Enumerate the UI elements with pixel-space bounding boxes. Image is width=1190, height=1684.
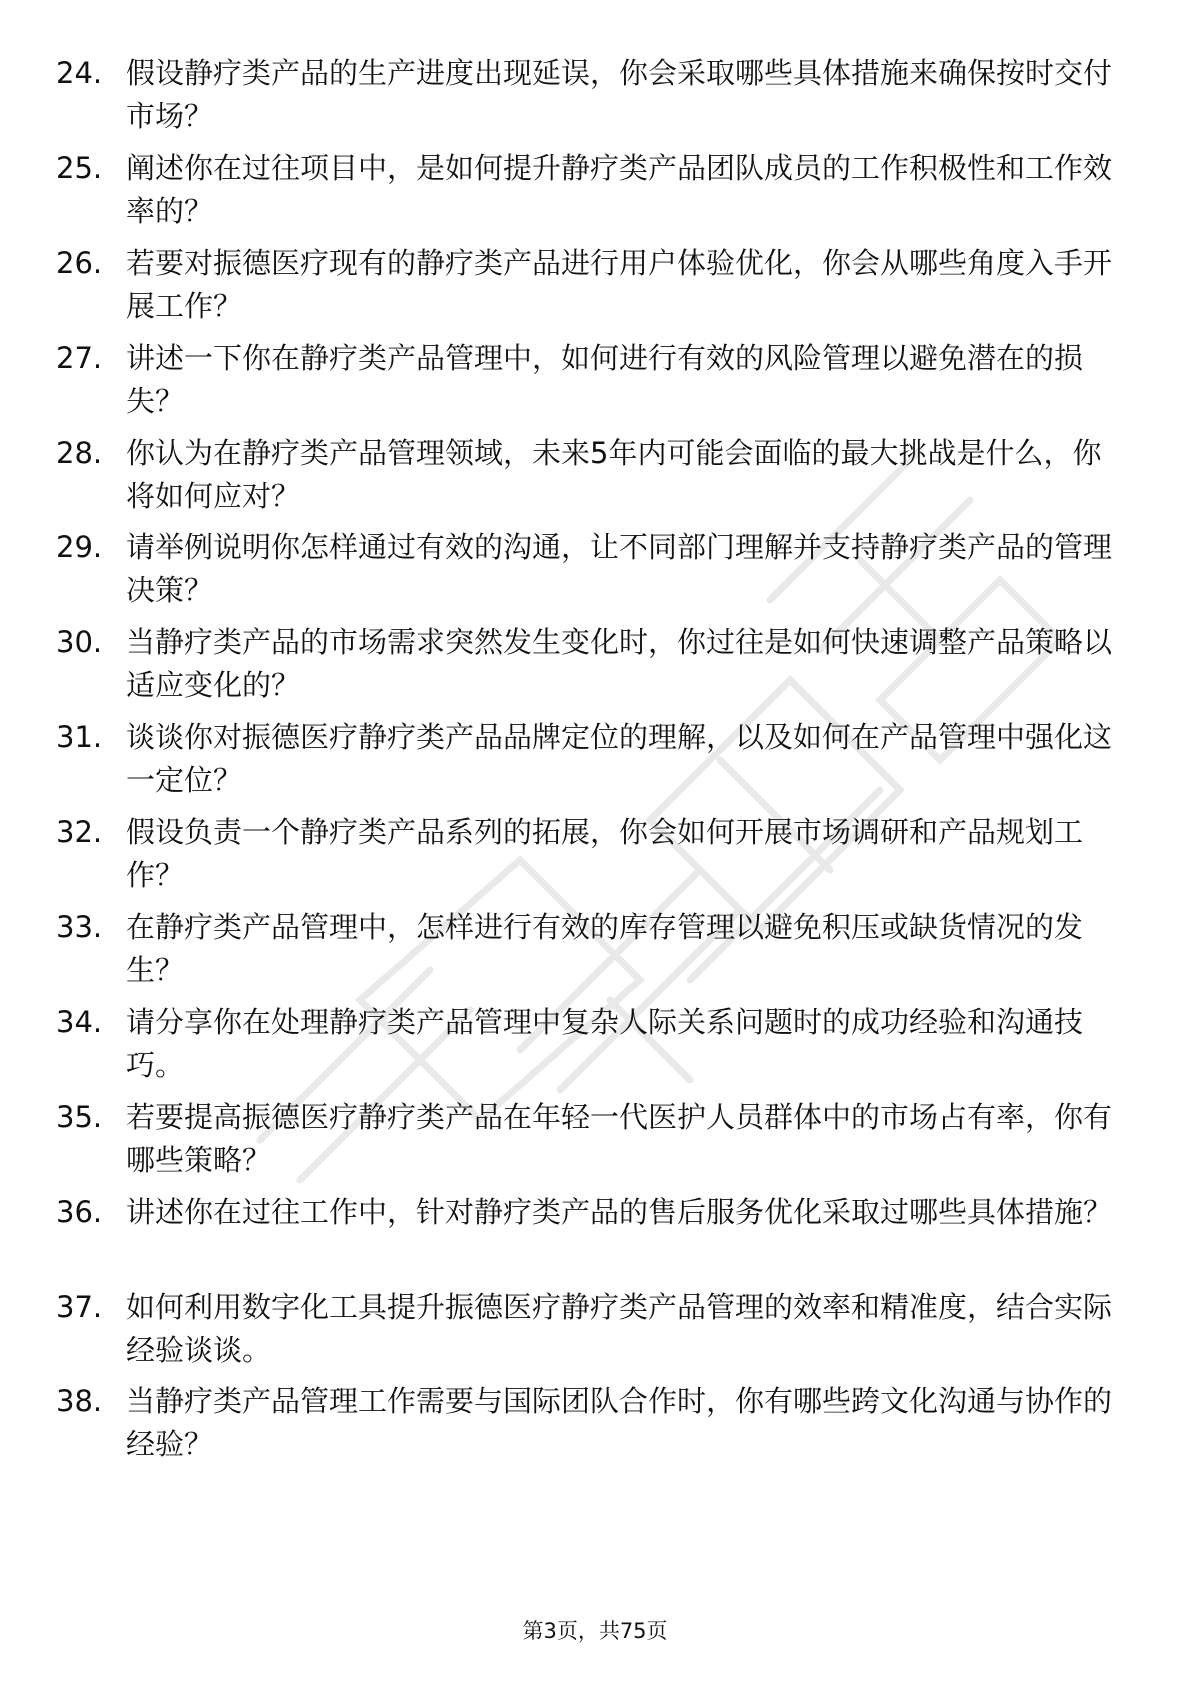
question-text: 在静疗类产品管理中，怎样进行有效的库存管理以避免积压或缺货情况的发生？ [126, 910, 1084, 988]
question-item [56, 337, 1136, 432]
page-footer: 第3页，共75页 [522, 1619, 668, 1643]
question-item [56, 906, 1136, 1001]
question-item [56, 716, 1136, 811]
question-number: 25. [56, 150, 103, 185]
question-number: 28. [56, 435, 103, 470]
question-number: 27. [56, 340, 103, 375]
question-number: 36. [56, 1194, 103, 1229]
question-number: 34. [56, 1004, 103, 1039]
question-number: 37. [56, 1289, 103, 1324]
question-item [56, 1001, 1136, 1096]
question-text: 假设负责一个静疗类产品系列的拓展，你会如何开展市场调研和产品规划工作？ [126, 815, 1084, 893]
question-text: 当静疗类产品管理工作需要与国际团队合作时，你有哪些跨文化沟通与协作的经验？ [126, 1384, 1113, 1462]
question-text: 讲述你在过往工作中，针对静疗类产品的售后服务优化采取过哪些具体措施？ [126, 1194, 1113, 1229]
question-text: 阐述你在过往项目中，是如何提升静疗类产品团队成员的工作积极性和工作效率的？ [126, 150, 1113, 228]
question-item [56, 526, 1136, 621]
question-number: 32. [56, 815, 103, 850]
question-text: 讲述一下你在静疗类产品管理中，如何进行有效的风险管理以避免潜在的损失？ [126, 340, 1084, 418]
question-text: 请举例说明你怎样通过有效的沟通，让不同部门理解并支持静疗类产品的管理决策？ [126, 530, 1113, 608]
question-number: 29. [56, 530, 103, 565]
question-number: 33. [56, 910, 103, 945]
question-text: 如何利用数字化工具提升振德医疗静疗类产品管理的效率和精准度，结合实际经验谈谈。 [126, 1289, 1113, 1367]
question-item [56, 1191, 1136, 1286]
question-item [56, 1380, 1136, 1475]
question-item [56, 147, 1136, 242]
question-text: 请分享你在处理静疗类产品管理中复杂人际关系问题时的成功经验和沟通技巧。 [126, 1004, 1084, 1082]
question-item [56, 432, 1136, 527]
question-text: 当静疗类产品的市场需求突然发生变化时，你过往是如何快速调整产品策略以适应变化的？ [126, 625, 1113, 703]
question-item [56, 242, 1136, 337]
question-item [56, 811, 1136, 906]
question-number: 24. [56, 56, 103, 90]
question-text: 若要对振德医疗现有的静疗类产品进行用户体验优化，你会从哪些角度入手开展工作？ [126, 245, 1113, 323]
question-item [56, 1286, 1136, 1381]
question-list [56, 52, 1136, 1475]
question-number: 31. [56, 720, 103, 755]
question-number: 35. [56, 1099, 103, 1134]
question-text: 假设静疗类产品的生产进度出现延误，你会采取哪些具体措施来确保按时交付市场？ [126, 56, 1113, 133]
question-number: 26. [56, 245, 103, 280]
question-text: 谈谈你对振德医疗静疗类产品品牌定位的理解，以及如何在产品管理中强化这一定位？ [126, 720, 1113, 798]
question-item [56, 621, 1136, 716]
question-text: 你认为在静疗类产品管理领域，未来5年内可能会面临的最大挑战是什么，你将如何应对？ [126, 435, 1102, 513]
question-item [56, 1096, 1136, 1191]
question-number: 30. [56, 625, 103, 660]
question-number: 38. [56, 1384, 103, 1419]
question-text: 若要提高振德医疗静疗类产品在年轻一代医护人员群体中的市场占有率，你有哪些策略？ [126, 1099, 1113, 1177]
question-item [56, 52, 1136, 147]
